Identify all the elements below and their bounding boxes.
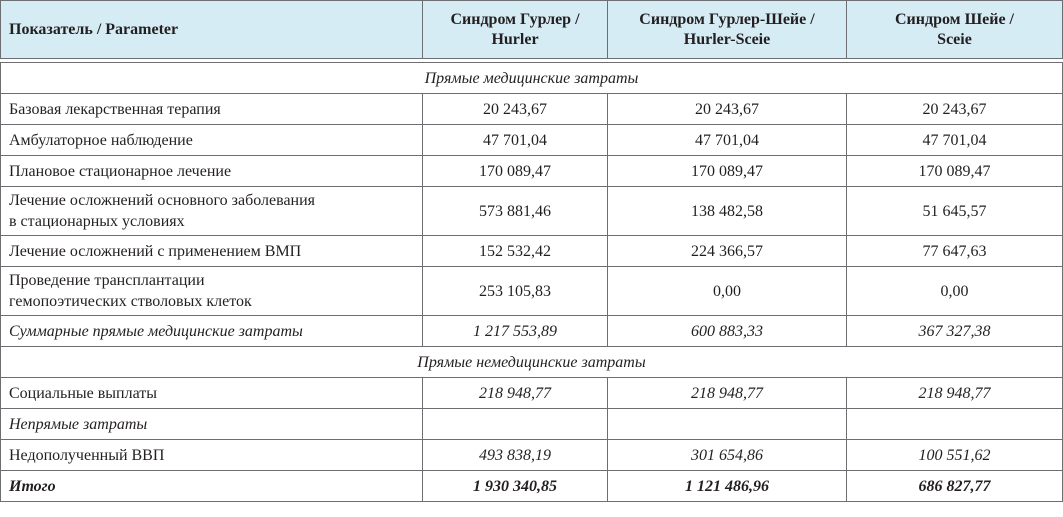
row-label-line2: в стационарных условиях <box>9 213 185 230</box>
cell-hurler: 20 243,67 <box>423 94 608 125</box>
indirect-costs-row <box>1 409 1063 440</box>
cell-sceie: 51 645,57 <box>847 187 1063 236</box>
cell-hurler-sceie: 138 482,58 <box>608 187 847 236</box>
cell-hurler-sceie: 20 243,67 <box>608 94 847 125</box>
cell-sceie: 170 089,47 <box>847 156 1063 187</box>
table-row <box>1 236 1063 267</box>
table-row <box>1 94 1063 125</box>
cell-hurler: 493 838,19 <box>423 440 608 471</box>
cell-hurler: 218 948,77 <box>423 378 608 409</box>
header-hurler <box>423 1 608 59</box>
row-label-line1: Проведение трансплантации <box>9 272 205 289</box>
section-direct-medical <box>1 63 1063 94</box>
header-hurler-sceie-line2: Hurler-Sceie <box>683 30 771 48</box>
table-body <box>1 63 1063 502</box>
cell-hurler: 573 881,46 <box>423 187 608 236</box>
row-label: Итого <box>1 471 423 502</box>
row-label: Недополученный ВВП <box>1 440 423 471</box>
cell-sceie: 218 948,77 <box>847 378 1063 409</box>
table-row <box>1 156 1063 187</box>
cell-hurler-sceie: 224 366,57 <box>608 236 847 267</box>
cell-hurler: 1 217 553,89 <box>423 316 608 347</box>
cell-hurler-sceie: 47 701,04 <box>608 125 847 156</box>
cell-hurler: 253 105,83 <box>423 267 608 316</box>
cell-sceie: 47 701,04 <box>847 125 1063 156</box>
cell-hurler-sceie: 0,00 <box>608 267 847 316</box>
header-hurler-sceie <box>608 1 847 59</box>
cell-sceie: 0,00 <box>847 267 1063 316</box>
row-label: Социальные выплаты <box>1 378 423 409</box>
row-label <box>1 267 423 316</box>
row-label <box>1 187 423 236</box>
cell-sceie: 20 243,67 <box>847 94 1063 125</box>
cell-hurler-sceie: 301 654,86 <box>608 440 847 471</box>
cell-hurler-sceie: 600 883,33 <box>608 316 847 347</box>
row-label: Непрямые затраты <box>1 409 423 440</box>
row-label-line2: гемопоэтических стволовых клеток <box>9 293 252 310</box>
cell-hurler-sceie: 170 089,47 <box>608 156 847 187</box>
cell-sceie: 367 327,38 <box>847 316 1063 347</box>
table-header <box>1 1 1063 63</box>
table-row <box>1 267 1063 316</box>
cell-hurler-sceie <box>608 409 847 440</box>
cell-hurler: 47 701,04 <box>423 125 608 156</box>
cell-hurler <box>423 409 608 440</box>
cell-hurler: 1 930 340,85 <box>423 471 608 502</box>
row-label: Суммарные прямые медицинские затраты <box>1 316 423 347</box>
header-sceie-line2: Sceie <box>937 30 972 48</box>
cell-sceie: 686 827,77 <box>847 471 1063 502</box>
header-parameter: Показатель / Parameter <box>1 1 423 59</box>
table-row <box>1 378 1063 409</box>
subtotal-row <box>1 316 1063 347</box>
cell-hurler-sceie: 1 121 486,96 <box>608 471 847 502</box>
row-label: Плановое стационарное лечение <box>1 156 423 187</box>
cell-hurler-sceie: 218 948,77 <box>608 378 847 409</box>
cell-hurler: 152 532,42 <box>423 236 608 267</box>
section-title: Прямые немедицинские затраты <box>1 347 1063 378</box>
row-label-line1: Лечение осложнений основного заболевания <box>9 192 316 209</box>
header-hurler-sceie-line1: Синдром Гурлер-Шейе / <box>639 10 815 28</box>
section-title: Прямые медицинские затраты <box>1 63 1063 94</box>
header-row <box>1 1 1063 59</box>
header-hurler-line1: Синдром Гурлер / <box>450 10 580 28</box>
cell-hurler: 170 089,47 <box>423 156 608 187</box>
row-label: Амбулаторное наблюдение <box>1 125 423 156</box>
header-hurler-line2: Hurler <box>491 30 539 48</box>
table-row <box>1 187 1063 236</box>
row-label: Лечение осложнений с применением ВМП <box>1 236 423 267</box>
table-row <box>1 440 1063 471</box>
section-direct-nonmedical <box>1 347 1063 378</box>
table-row <box>1 125 1063 156</box>
cell-sceie: 77 647,63 <box>847 236 1063 267</box>
row-label: Базовая лекарственная терапия <box>1 94 423 125</box>
header-sceie <box>847 1 1063 59</box>
header-sceie-line1: Синдром Шейе / <box>894 10 1014 28</box>
cell-sceie: 100 551,62 <box>847 440 1063 471</box>
cell-sceie <box>847 409 1063 440</box>
total-row <box>1 471 1063 502</box>
